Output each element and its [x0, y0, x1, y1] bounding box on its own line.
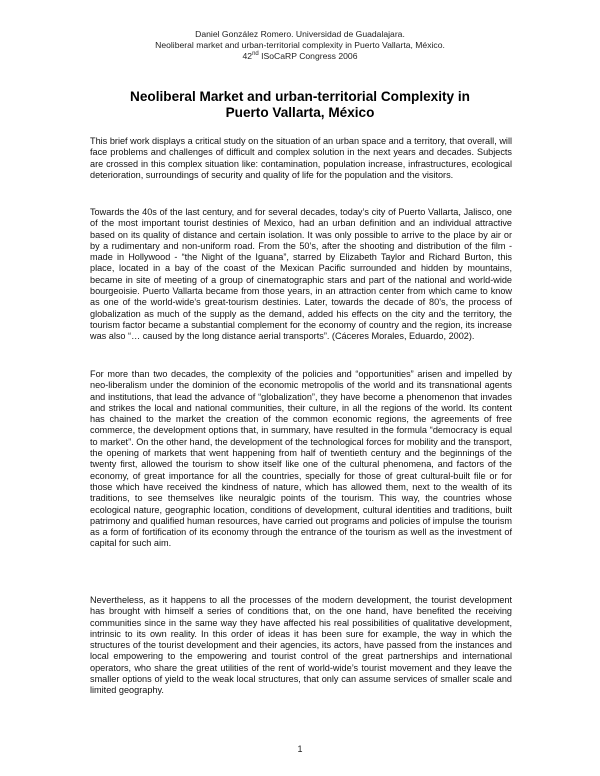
congress-number: 42: [242, 51, 253, 61]
paragraph-globalization: For more than two decades, the complexity of the policies and “opportunities” arisen and impelled by neo-liberalism under the dominion of the economic metropolis of the world and its transnational agents and institutions, that lead the advance of “globalization”, they have become a phenomenon that invades and strikes the local and national communities, their culture, in all the regions of the world. Its content has chained to the market the creation of the common economic regions, the agreements of free commerce, the development options that, in summary, have resulted in the formula “democracy is equal to market”. On the other hand, the development of the technological forces for mobility and the transport, the opening of markets that went happening from half of twentieth century and the beginnings of the twenty first, allowed the tourism to show itself like one of the cultural phenomena, and factors of the economy, of great importance for all the countries, specially for those of great cultural-built file or for those which have received the kindness of nature, which has allowed them, next to the wealth of its traditions, to see themselves like neuralgic points of the tourism. This way, the countries whose ecological nature, geographic location, conditions of development, cultural identities and traditions, built patrimony and qualified human resources, have carried out programs and policies of impulse the tourism as a form of fortification of its economy through the entrance of the tourism as well as the investment of capital for such aim.: [90, 369, 512, 549]
header-paper-line: Neoliberal market and urban-territorial complexity in Puerto Vallarta, México.: [155, 40, 445, 50]
header-congress-line: [0, 51, 600, 62]
paragraph-development: Nevertheless, as it happens to all the processes of the modern development, the tourist development has brought with himself a series of conditions that, on the one hand, have benefited the receiving communities since in the same way they have affected his real possibilities of qualitative development, intrinsic to its own reality. In this order of ideas it has been sure for example, the way in which the structures of the tourist development and their agencies, its actors, have passed from the instances and local empowering to the empowering and tourist control of the great partnerships and international operators, who share the great utilities of the rent of world-wide’s tourist movement and they leave the smaller options of yield to the weak local structures, that only can assume services of smaller scale and limited geography.: [90, 595, 512, 696]
header-author-line: Daniel González Romero. Universidad de Guadalajara.: [195, 29, 405, 39]
paragraph-intro: This brief work displays a critical study on the situation of an urban space and a territory, that overall, will face problems and challenges of difficult and complex solution in the next years and decades. Subjects are crossed in this complex situation like: contamination, population increase, infrastructures, ecological deterioration, surroundings of security and quality of life for the population and the visitors.: [90, 136, 512, 180]
page-number: 1: [297, 744, 303, 754]
running-header: [0, 29, 600, 62]
congress-ordinal: nd: [252, 51, 259, 58]
congress-name: ISoCaRP Congress 2006: [258, 51, 358, 61]
paragraph-history: Towards the 40s of the last century, and for several decades, today’s city of Puerto Vallarta, Jalisco, one of the most important tourist destinies of Mexico, had an urban definition and an individual attractive based on its quality of distance and certain isolation. It was only possible to arrive to the place by air or by a rudimentary and non-uniform road. From the 50’s, after the shooting and distribution of the film - made in Hollywood - “the Night of the Iguana”, starred by Elizabeth Taylor and Richard Burton, this place, located in a bay of the coast of the Mexican Pacific surrounded and hidden by mountains, became in site of meeting of a group of cinematographic stars and part of the national and world-wide bourgeoisie. Puerto Vallarta became from those years, in an attraction center from which came to know as one of the world-wide’s great-tourism destinies. Later, towards the decade of 80’s, the process of globalization as much of the supply as the demand, added his effects on the city and the territory, the tourism factor became a substantial complement for the economy of country and the region, its increase was also “… caused by the long distance aerial transports”. (Cáceres Morales, Eduardo, 2002).: [90, 207, 512, 342]
document-title: Neoliberal Market and urban-territorial Complexity in Puerto Vallarta, México: [130, 89, 470, 120]
